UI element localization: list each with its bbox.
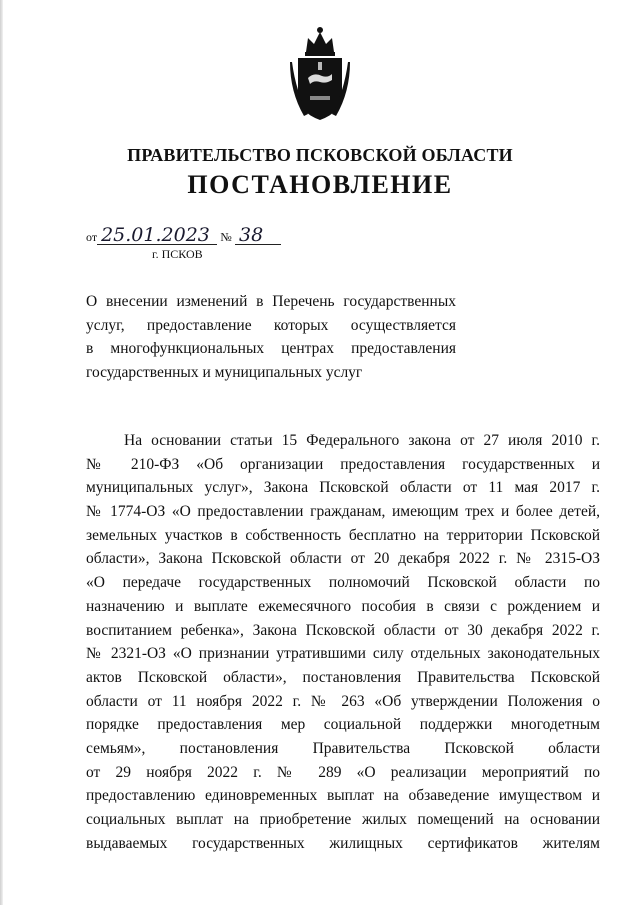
body-line: от 29 ноября 2022 г. № 289 «О реализации мероприятий по [86, 763, 600, 781]
body-line: социальных выплат на приобретение жилых помещений на основании [86, 811, 600, 828]
document-subject [86, 290, 456, 384]
body-line: земельных участков в собственность бесплатно на территории Псковской [86, 526, 600, 544]
body-line: порядке предоставления мер социальной поддержки многодетным [86, 716, 600, 734]
body-line: предоставлению единовременных выплат на обзаведение имуществом и [86, 787, 600, 805]
number-label: № [220, 230, 232, 244]
body-line: области от 11 ноября 2022 г. № 263 «Об утверждении Положения о [86, 692, 600, 710]
handwritten-date: 25.01.2023 [97, 226, 217, 245]
scan-edge [0, 0, 3, 905]
body-line: № 2321-ОЗ «О признании утратившими силу отдельных законодательных [86, 645, 600, 663]
subject-line: в многофункциональных центрах предоставления [86, 340, 456, 357]
body-line: выдаваемых государственных жилищных сертификатов жителям [86, 834, 600, 852]
pskov-coat-of-arms-icon [288, 22, 352, 122]
body-line: области», Закона Псковской области от 20 декабря 2022 г. № 2315-ОЗ [86, 550, 600, 568]
document-body [86, 429, 600, 855]
city-label: г. ПСКОВ [152, 247, 203, 261]
government-title: ПРАВИТЕЛЬСТВО ПСКОВСКОЙ ОБЛАСТИ [127, 145, 513, 165]
body-line: актов Псковской области», постановления Правительства Псковской [86, 668, 600, 686]
body-line: воспитанием ребенка», Закона Псковской области от 30 декабря 2022 г. [86, 621, 600, 639]
body-line: № 210-ФЗ «Об организации предоставления государственных и [86, 455, 600, 473]
body-line: № 1774-ОЗ «О предоставлении гражданам, имеющим трех и более детей, [86, 503, 600, 521]
registration-line [86, 226, 281, 248]
body-line: семьям», постановления Правительства Псковской области [86, 739, 600, 757]
body-line: назначению и выплате ежемесячного пособия в связи с рождением и [86, 597, 600, 615]
document-type-title: ПОСТАНОВЛЕНИЕ [187, 170, 453, 199]
body-line: «О передаче государственных полномочий Псковской области по [86, 574, 600, 592]
date-label: от [86, 230, 98, 244]
body-line: муниципальных услуг», Закона Псковской области от 11 мая 2017 г. [86, 479, 600, 497]
handwritten-number: 38 [235, 226, 281, 245]
subject-line: О внесении изменений в Перечень государственных [86, 293, 456, 310]
body-line: На основании статьи 15 Федерального закона от 27 июля 2010 г. [124, 432, 600, 449]
subject-line: услуг, предоставление которых осуществляется [86, 316, 456, 334]
subject-line: государственных и муниципальных услуг [86, 363, 363, 381]
